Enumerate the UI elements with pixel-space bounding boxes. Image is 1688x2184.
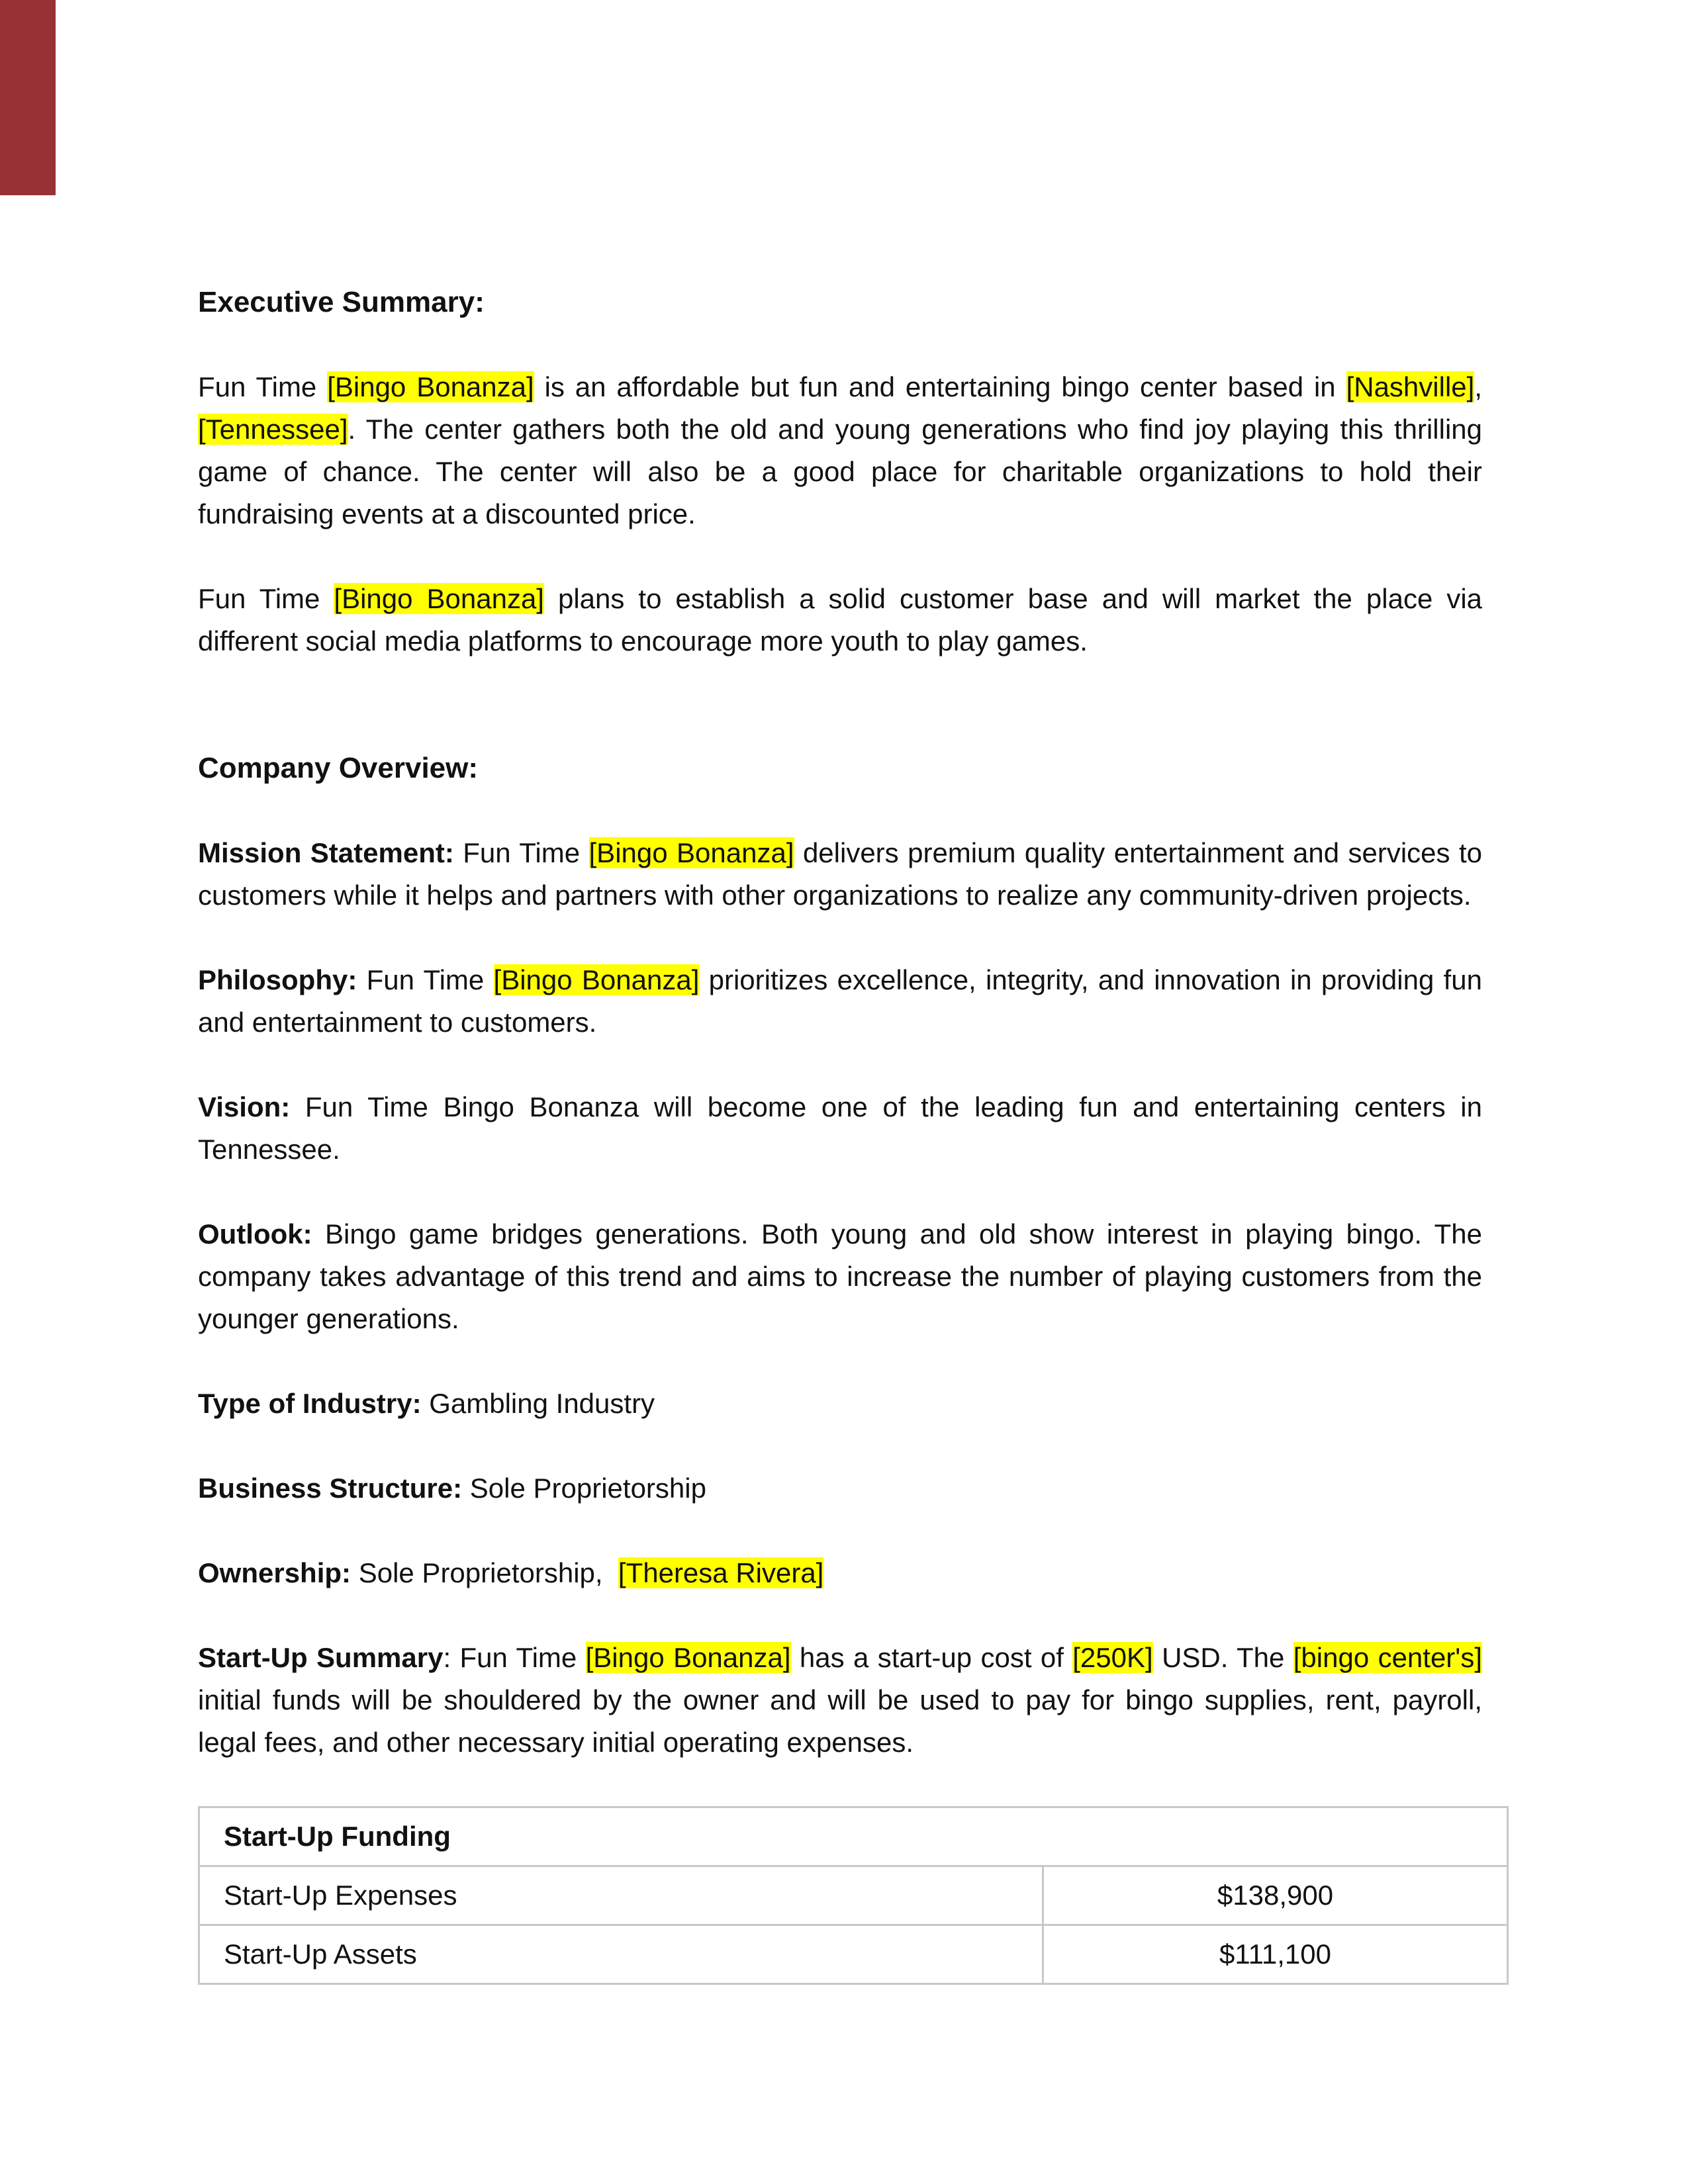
start-up-summary-label: Start-Up Summary [198, 1642, 444, 1673]
industry-label: Type of Industry: [198, 1388, 422, 1419]
text-run: USD. The [1152, 1642, 1293, 1673]
text-run: , [1474, 371, 1482, 402]
highlighted-placeholder: [Theresa Rivera] [618, 1557, 824, 1588]
outlook [198, 1213, 1482, 1340]
text-run: Bingo game bridges generations. Both young and old show interest in playing bingo. The company takes advantage of this trend and aims to increase the number of playing customers from the younger generations. [198, 1218, 1482, 1334]
text-run: Fun Time [357, 964, 494, 995]
text-run: prioritizes excellence, integrity, and innovation in providing fun and entertainment to customers. [198, 964, 1482, 1038]
highlighted-placeholder: [Tennessee] [198, 414, 348, 445]
vision [198, 1086, 1482, 1171]
type-of-industry [198, 1383, 1482, 1425]
highlighted-placeholder: [Bingo Bonanza] [493, 964, 700, 995]
text-run: initial funds will be shouldered by the owner and will be used to pay for bingo supplies, rent, payroll, legal fees, and other necessary initial operating expenses. [198, 1684, 1482, 1758]
start-up-funding-table [198, 1806, 1509, 1985]
outlook-label: Outlook: [198, 1218, 312, 1250]
philosophy [198, 959, 1482, 1044]
table-cell-value: $138,900 [1043, 1866, 1508, 1925]
ownership-label: Ownership: [198, 1557, 352, 1588]
executive-summary-paragraph-1 [198, 366, 1482, 535]
mission-statement [198, 832, 1482, 917]
highlighted-placeholder: [Bingo Bonanza] [334, 583, 544, 614]
table-row [199, 1925, 1508, 1984]
text-run: Sole Proprietorship, [351, 1557, 618, 1588]
vision-label: Vision: [198, 1091, 291, 1122]
document-body [198, 281, 1482, 1985]
table-header-row [199, 1807, 1508, 1866]
highlighted-placeholder: [Nashville] [1346, 371, 1475, 402]
corner-accent-bar [0, 0, 56, 195]
table-row [199, 1866, 1508, 1925]
text-run: : Fun Time [443, 1642, 586, 1673]
executive-summary-paragraph-2 [198, 578, 1482, 662]
business-structure [198, 1467, 1482, 1510]
text-run: . The center gathers both the old and young generations who find joy playing this thrilling game of chance. The center will also be a good place for charitable organizations to hold their fundraising events at a discounted price. [198, 414, 1482, 529]
highlighted-placeholder: [Bingo Bonanza] [588, 837, 794, 868]
text-run: Sole Proprietorship [462, 1473, 706, 1504]
text-run: has a start-up cost of [790, 1642, 1073, 1673]
text-run: Fun Time [198, 583, 334, 614]
mission-label: Mission Statement: [198, 837, 454, 868]
table-cell-label: Start-Up Assets [199, 1925, 1043, 1984]
table-header-cell: Start-Up Funding [199, 1807, 1508, 1866]
philosophy-label: Philosophy: [198, 964, 357, 995]
text-run: Fun Time [453, 837, 589, 868]
text-run: plans to establish a solid customer base and will market the place via different social media platforms to encourage more youth to play games. [198, 583, 1483, 657]
highlighted-placeholder: [Bingo Bonanza] [327, 371, 534, 402]
ownership [198, 1552, 1482, 1594]
text-run: is an affordable but fun and entertaining bingo center based in [534, 371, 1346, 402]
structure-label: Business Structure: [198, 1473, 463, 1504]
start-up-summary [198, 1637, 1482, 1764]
executive-summary-heading: Executive Summary: [198, 286, 485, 318]
table-cell-value: $111,100 [1043, 1925, 1508, 1984]
text-run: delivers premium quality entertainment and services to customers while it helps and partners with other organizations to realize any community-driven projects. [198, 837, 1482, 911]
text-run: Fun Time [198, 371, 328, 402]
table-cell-label: Start-Up Expenses [199, 1866, 1043, 1925]
highlighted-placeholder: [bingo center's] [1293, 1642, 1482, 1673]
company-overview-heading: Company Overview: [198, 752, 479, 784]
text-run: Fun Time Bingo Bonanza will become one of the leading fun and entertaining centers in Tennessee. [198, 1091, 1482, 1165]
highlighted-placeholder: [250K] [1072, 1642, 1153, 1673]
highlighted-placeholder: [Bingo Bonanza] [585, 1642, 791, 1673]
text-run: Gambling Industry [421, 1388, 655, 1419]
